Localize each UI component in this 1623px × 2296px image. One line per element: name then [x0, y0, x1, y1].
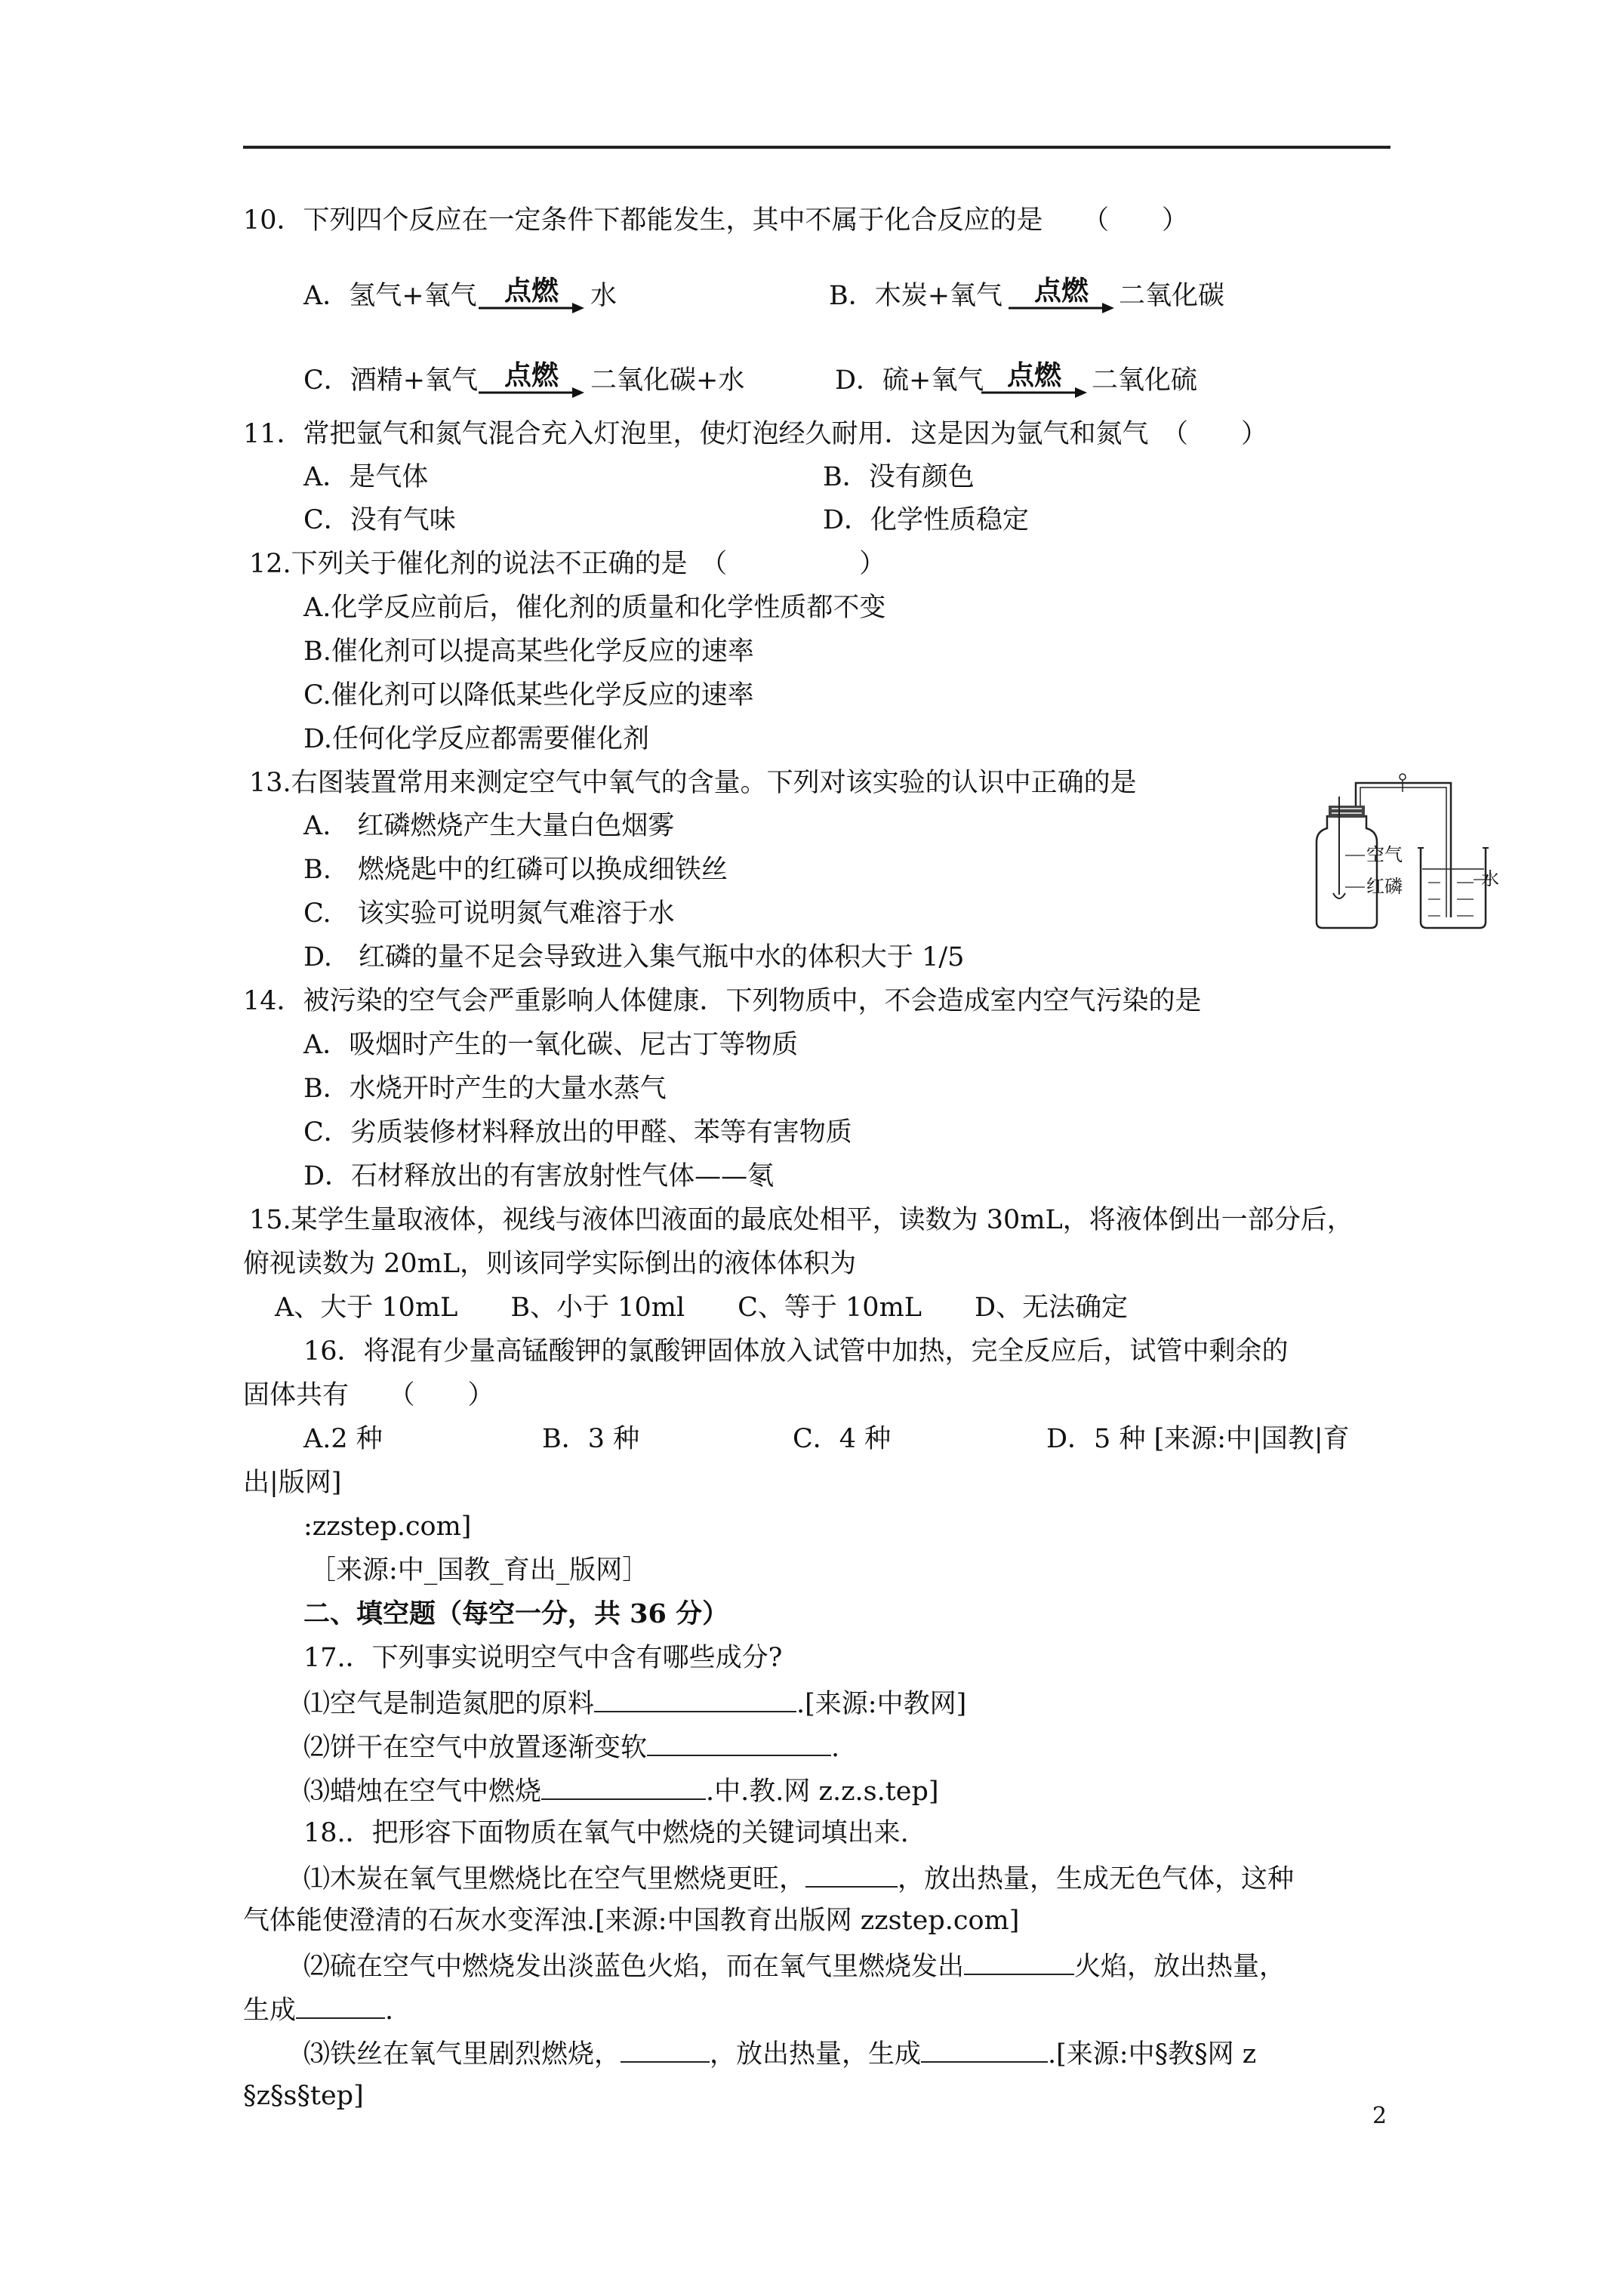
q13-option-b: B. 燃烧匙中的红磷可以换成细铁丝 — [303, 855, 728, 885]
q18-item-2-line2 — [243, 1992, 393, 2027]
q17-item-3 — [303, 1773, 939, 1808]
q18-item-2-line2-end: . — [385, 1996, 394, 2026]
section-fill-in-title: 二、填空题（每空一分，共 36 分） — [303, 1598, 729, 1629]
q14-option-b: B．水烧开时产生的大量水蒸气 — [303, 1074, 667, 1104]
q12-option-c: C.催化剂可以降低某些化学反应的速率 — [303, 680, 754, 710]
q18-item-2-line2-text: 生成 — [243, 1996, 297, 2026]
oxygen-measurement-apparatus — [1303, 766, 1499, 932]
q10-d-reactants: D．硫+氧气 — [835, 365, 984, 396]
q16-option-d: D．5 种 [来源:中|国教|育 — [1046, 1424, 1350, 1454]
label-air: 空气 — [1366, 844, 1403, 865]
answer-blank[interactable] — [805, 1860, 898, 1888]
q17-item-1 — [303, 1685, 966, 1721]
q10-d-product: 二氧化硫 — [1092, 365, 1198, 396]
reaction-arrow — [981, 360, 1087, 409]
q13-option-a: A. 红磷燃烧产生大量白色烟雾 — [303, 811, 675, 841]
q15-stem-line1: 15.某学生量取液体，视线与液体凹液面的最底处相平，读数为 30mL，将液体倒出一部分后， — [249, 1205, 1354, 1235]
q11-option-a: A．是气体 — [303, 462, 429, 492]
arrow-icon — [1009, 300, 1114, 316]
q14-option-d: D．石材释放出的有害放射性气体——氡 — [303, 1161, 775, 1191]
arrow-icon — [981, 385, 1087, 400]
q13-option-d: D. 红磷的量不足会导致进入集气瓶中水的体积大于 1/5 — [303, 942, 965, 972]
label-water: 水 — [1481, 868, 1499, 889]
q16-stem-line2: 固体共有 （ ） — [243, 1380, 494, 1410]
q17-stem: 17.．下列事实说明空气中含有哪些成分? — [303, 1643, 783, 1673]
q16-source-line2: ［来源:中_国教_育出_版网］ — [310, 1555, 649, 1586]
q16-source-line1: :zzstep.com] — [303, 1512, 472, 1542]
q16-source-cont: 出|版网] — [243, 1468, 342, 1498]
q10-c-product: 二氧化碳+水 — [590, 365, 745, 396]
q13-option-c: C. 该实验可说明氮气难溶于水 — [303, 898, 675, 929]
q17-item-1-source: .[来源:中教网] — [796, 1689, 967, 1719]
reaction-arrow — [479, 276, 584, 325]
q18-item-3-source: .[来源:中§教§网 z — [1048, 2039, 1257, 2069]
q12-option-a: A.化学反应前后，催化剂的质量和化学性质都不变 — [303, 593, 886, 623]
q12-stem: 12.下列关于催化剂的说法不正确的是 （ ） — [249, 549, 886, 579]
q10-a-reactants: A．氢气+氧气 — [303, 281, 477, 311]
q12-option-d: D.任何化学反应都需要催化剂 — [303, 724, 649, 754]
answer-blank[interactable] — [621, 2036, 710, 2063]
q18-item-2-text: ⑵硫在空气中燃烧发出淡蓝色火焰，而在氧气里燃烧发出 — [303, 1952, 965, 1982]
q18-item-2 — [303, 1948, 1286, 1983]
reaction-condition: 点燃 — [1006, 360, 1061, 391]
arrow-icon — [479, 385, 584, 400]
q11-option-b: B．没有颜色 — [823, 462, 975, 492]
q13-stem: 13.右图装置常用来测定空气中氧气的含量。下列对该实验的认识中正确的是 — [249, 768, 1137, 798]
answer-blank[interactable] — [594, 1685, 796, 1712]
q17-item-2-text: ⑵饼干在空气中放置逐渐变软 — [303, 1733, 648, 1763]
q14-option-a: A．吸烟时产生的一氧化碳、尼古丁等物质 — [303, 1030, 799, 1060]
q18-item-3-text-mid: ，放出热量，生成 — [710, 2039, 922, 2069]
q17-item-1-text: ⑴空气是制造氮肥的原料 — [303, 1689, 595, 1719]
q18-stem: 18.．把形容下面物质在氧气中燃烧的关键词填出来. — [303, 1818, 909, 1848]
q18-item-3 — [303, 2036, 1256, 2071]
q18-item-1-text: ⑴木炭在氧气里燃烧比在空气里燃烧更旺， — [303, 1864, 806, 1894]
q10-option-c — [303, 360, 817, 409]
reaction-arrow — [1009, 276, 1114, 325]
answer-blank[interactable] — [647, 1729, 831, 1756]
q10-b-product: 二氧化碳 — [1119, 281, 1225, 311]
reaction-condition: 点燃 — [504, 360, 559, 391]
q16-option-a: A.2 种 — [303, 1424, 383, 1454]
answer-blank[interactable] — [921, 2036, 1048, 2063]
q18-item-1-line2: 气体能使澄清的石灰水变浑浊.[来源:中国教育出版网 zzstep.com] — [243, 1906, 1020, 1936]
answer-blank[interactable] — [541, 1773, 706, 1800]
q18-item-1-text-cont: ，放出热量，生成无色气体，这种 — [898, 1864, 1295, 1894]
q11-stem: 11．常把氩气和氮气混合充入灯泡里，使灯泡经久耐用．这是因为氩气和氮气 （ ） — [243, 419, 1268, 449]
header-rule — [243, 146, 1390, 149]
reaction-arrow — [479, 360, 584, 409]
answer-blank[interactable] — [296, 1992, 385, 2019]
q16-stem-line1: 16．将混有少量高锰酸钾的氯酸钾固体放入试管中加热，完全反应后，试管中剩余的 — [303, 1336, 1289, 1367]
q12-option-b: B.催化剂可以提高某些化学反应的速率 — [303, 636, 754, 667]
q11-option-d: D．化学性质稳定 — [823, 505, 1030, 535]
q10-option-b — [829, 276, 1357, 325]
q10-c-reactants: C．酒精+氧气 — [303, 365, 479, 396]
q16-option-b: B．3 种 — [542, 1424, 640, 1454]
q18-item-3-line2: §z§s§tep] — [243, 2081, 364, 2111]
arrow-icon — [479, 300, 584, 316]
q15-stem-line2: 俯视读数为 20mL，则该同学实际倒出的液体体积为 — [243, 1249, 857, 1279]
q14-option-c: C．劣质装修材料释放出的甲醛、苯等有害物质 — [303, 1117, 852, 1148]
q10-stem: 10．下列四个反应在一定条件下都能发生，其中不属于化合反应的是 （ ） — [243, 205, 1189, 236]
q17-item-2 — [303, 1729, 839, 1764]
q10-a-product: 水 — [590, 281, 617, 311]
q14-stem: 14．被污染的空气会严重影响人体健康．下列物质中，不会造成室内空气污染的是 — [243, 986, 1202, 1016]
q10-b-reactants: B．木炭+氧气 — [829, 281, 1003, 311]
q18-item-1 — [303, 1860, 1294, 1896]
page-number: 2 — [1372, 2103, 1387, 2129]
q17-item-2-end: . — [831, 1733, 840, 1763]
q18-item-2-text-cont: 火焰，放出热量， — [1074, 1952, 1286, 1982]
label-red-phosphorus: 红磷 — [1366, 876, 1403, 897]
q18-item-3-text: ⑶铁丝在氧气里剧烈燃烧， — [303, 2039, 621, 2069]
answer-blank[interactable] — [964, 1948, 1074, 1975]
q17-item-3-text: ⑶蜡烛在空气中燃烧 — [303, 1777, 542, 1807]
q10-option-a — [303, 276, 756, 325]
q15-options: A、大于 10mL B、小于 10ml C、等于 10mL D、无法确定 — [275, 1293, 1129, 1323]
reaction-condition: 点燃 — [1033, 276, 1089, 307]
q11-option-c: C．没有气味 — [303, 505, 456, 535]
reaction-condition: 点燃 — [504, 276, 559, 307]
q17-item-3-source: .中.教.网 z.z.s.tep] — [706, 1777, 939, 1807]
q16-option-c: C．4 种 — [793, 1424, 892, 1454]
q10-option-d — [835, 360, 1363, 409]
